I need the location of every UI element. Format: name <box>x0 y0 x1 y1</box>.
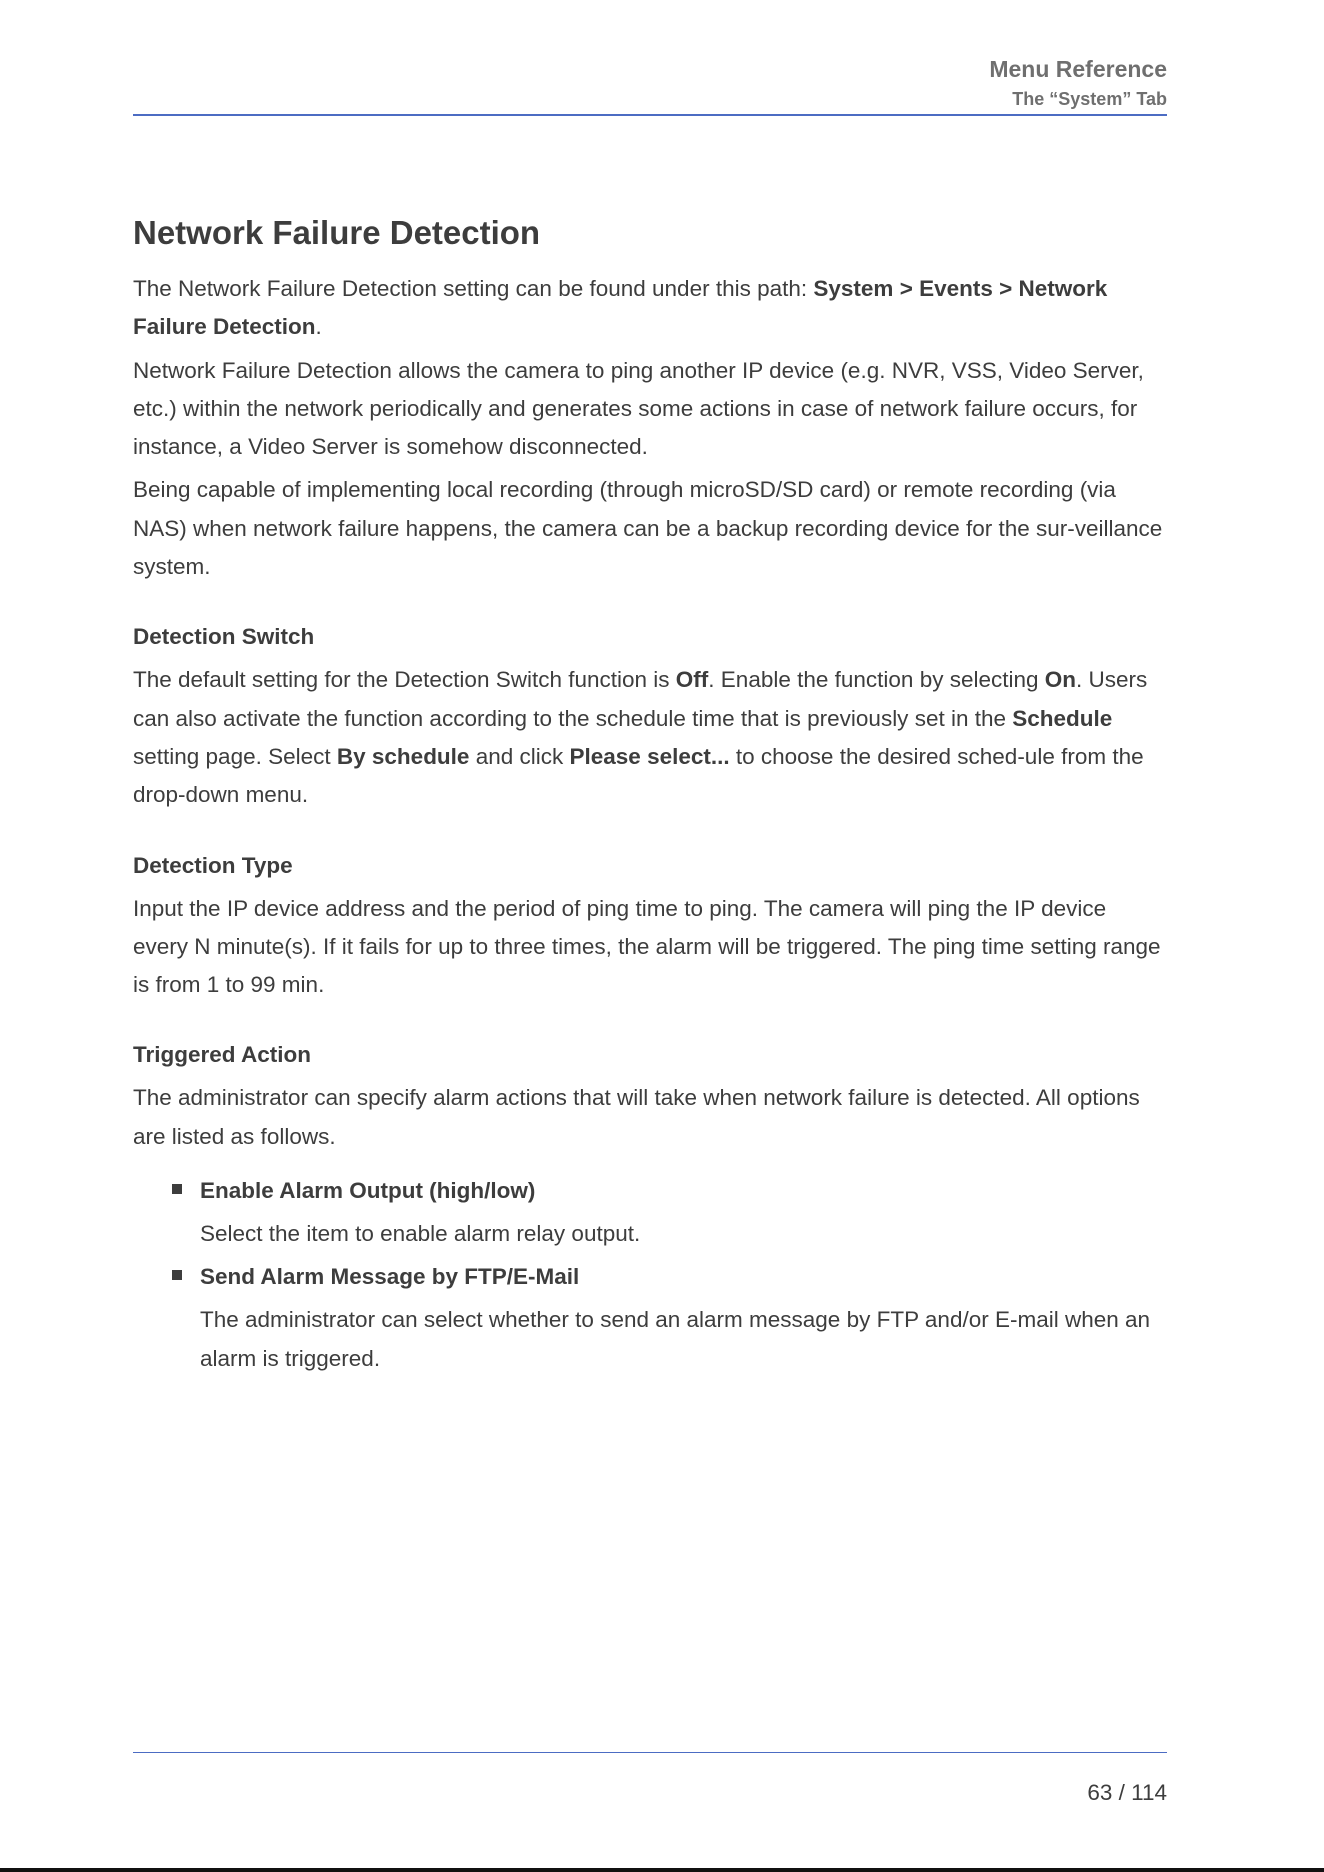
ds-text-4: setting page. Select <box>133 743 337 769</box>
ds-on: On <box>1044 667 1077 693</box>
detection-type-heading: Detection Type <box>133 852 293 878</box>
triggered-action-paragraph: The administrator can specify alarm actions that will take when network failure is detected. All options are listed as follows. <box>133 1085 1140 1149</box>
description-paragraph: Network Failure Detection allows the camera to ping another IP device (e.g. NVR, VSS, Video Server, etc.) within the network periodically and generates some actions in case of network failure occurs, for instance, a Video Server is somehow disconnected. <box>133 357 1144 460</box>
detection-switch-paragraph <box>133 661 1167 814</box>
action-item-description: The administrator can select whether to send an alarm message by FTP and/or E-mail when an alarm is triggered. <box>200 1307 1151 1371</box>
action-item-description: Select the item to enable alarm relay output. <box>200 1221 641 1247</box>
ds-text-6: to choose the desired sched-ule from the drop-down menu. <box>133 743 1144 808</box>
ds-schedule: Schedule <box>1012 705 1113 731</box>
header-divider <box>133 114 1167 116</box>
page-header <box>133 52 1167 112</box>
backup-paragraph: Being capable of implementing local recording (through microSD/SD card) or remote recording (via NAS) when network failure happens, the camera can be a backup recording device for the sur-veillance system. <box>133 477 1163 580</box>
action-item-title: Send Alarm Message by FTP/E-Mail <box>200 1264 580 1290</box>
intro-text: The Network Failure Detection setting can be found under this path: <box>133 276 814 301</box>
ds-please-select: Please select... <box>569 743 730 769</box>
ds-text-3: . Users can also activate the function according to the schedule time that is previously set in the <box>133 667 1148 731</box>
ds-text-2: . Enable the function by selecting <box>708 667 1045 693</box>
page-number: 63 / 114 <box>1087 1780 1167 1805</box>
menu-path-part-1: System > Events > Network <box>813 276 1108 301</box>
section-title: Network Failure Detection <box>133 214 541 251</box>
action-list <box>133 1172 1167 1378</box>
page-content <box>133 206 1167 1383</box>
ds-text-5: and click <box>469 743 570 769</box>
menu-path-part-2: Failure Detection <box>133 314 316 340</box>
footer-divider <box>133 1752 1167 1753</box>
triggered-action-heading: Triggered Action <box>133 1042 311 1068</box>
list-item <box>200 1172 1167 1253</box>
header-subtitle: The “System” Tab <box>1012 89 1167 109</box>
square-bullet-icon <box>172 1184 182 1194</box>
ds-text-1: The default setting for the Detection Switch function is <box>133 667 676 693</box>
list-item <box>200 1258 1167 1378</box>
intro-end: . <box>315 314 322 340</box>
ds-off: Off <box>675 667 709 693</box>
square-bullet-icon <box>172 1270 182 1280</box>
action-item-title: Enable Alarm Output (high/low) <box>200 1178 536 1204</box>
detection-type-paragraph: Input the IP device address and the period of ping time to ping. The camera will ping the IP device every N minute(s). If it fails for up to three times, the alarm will be triggered. The ping time setting range is from 1 to 99 min. <box>133 895 1161 998</box>
intro-paragraph <box>133 270 1167 347</box>
ds-by-schedule: By schedule <box>336 743 470 769</box>
header-title: Menu Reference <box>989 56 1167 82</box>
detection-switch-heading: Detection Switch <box>133 624 315 650</box>
page-edge <box>0 1868 1324 1872</box>
